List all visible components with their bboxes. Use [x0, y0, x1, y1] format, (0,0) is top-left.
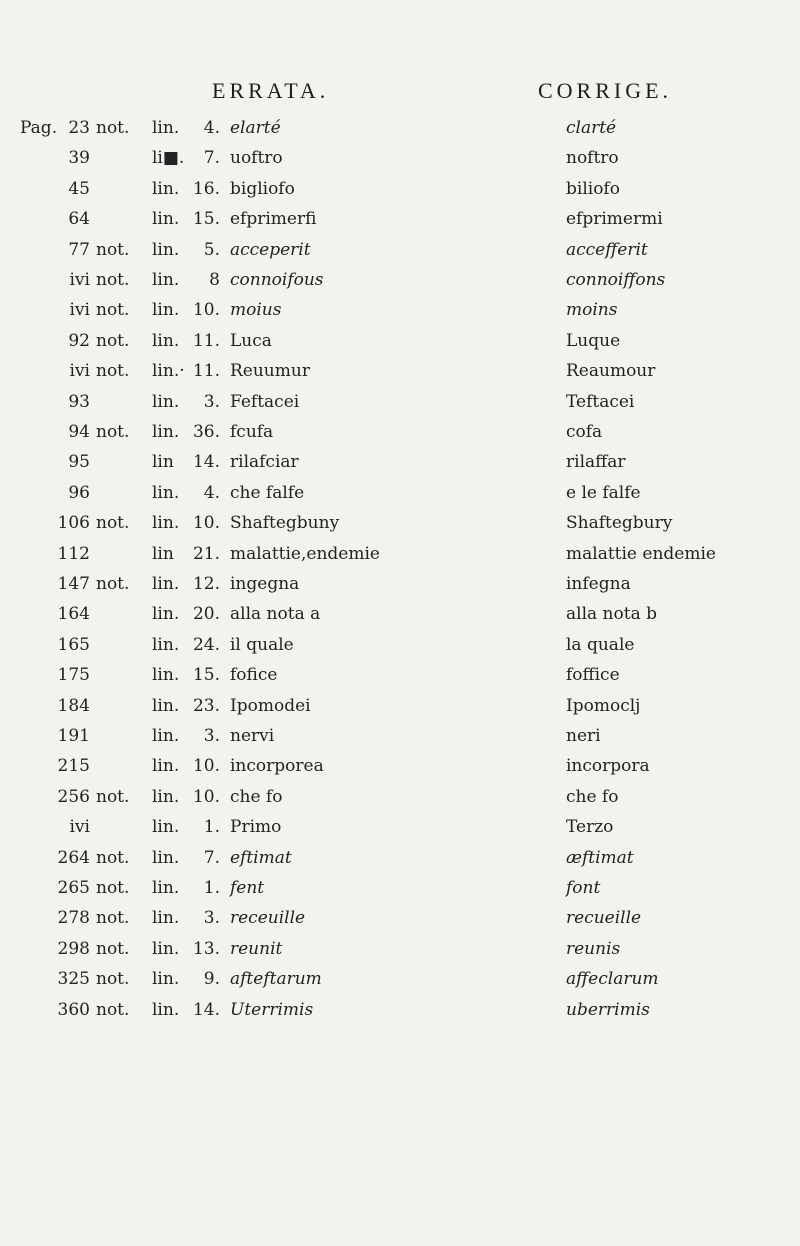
- line-number: 10.: [192, 786, 220, 807]
- errata-row: [0, 361, 800, 391]
- line-marker: lin.: [152, 270, 180, 290]
- errata-row: [0, 969, 800, 999]
- page-number: 264: [57, 847, 90, 868]
- note-marker: not.: [96, 330, 130, 351]
- line-number: 23.: [192, 695, 220, 716]
- errata-row: [0, 331, 800, 361]
- page-number: 215: [57, 756, 90, 777]
- note-marker: not.: [96, 300, 130, 321]
- errata-row: [0, 604, 800, 634]
- line-marker: lin.: [152, 239, 180, 260]
- note-marker: not.: [96, 938, 130, 959]
- correction-text: reunis: [566, 938, 621, 959]
- line-marker: lin.: [152, 300, 180, 321]
- errata-row: [0, 392, 800, 422]
- error-text: il quale: [230, 634, 294, 655]
- error-text: Feftacei: [230, 391, 300, 412]
- errata-heading: ERRATA.: [212, 78, 330, 103]
- correction-text: Terzo: [566, 817, 614, 838]
- error-text: afteftarum: [230, 969, 322, 990]
- correction-text: uberrimis: [566, 999, 650, 1020]
- page-number: ivi: [69, 270, 90, 290]
- line-number: 7.: [203, 148, 220, 169]
- page-number: 278: [57, 908, 90, 929]
- errata-row: [0, 148, 800, 178]
- page-number: 165: [57, 634, 90, 655]
- correction-text: infegna: [566, 574, 631, 594]
- error-text: ingegna: [230, 574, 300, 594]
- page-number: 64: [68, 209, 90, 230]
- correction-text: moins: [566, 300, 618, 321]
- error-text: Ipomodei: [230, 695, 311, 716]
- errata-row: [0, 635, 800, 665]
- line-marker: li■.: [152, 148, 185, 169]
- line-number: 1.: [203, 817, 220, 838]
- note-marker: not.: [96, 361, 130, 382]
- errata-row: [0, 787, 800, 817]
- errata-row: [0, 848, 800, 878]
- error-text: acceperit: [230, 239, 311, 260]
- line-number: 14.: [192, 999, 220, 1020]
- page-number: 92: [68, 330, 90, 351]
- page-number: ivi: [69, 300, 90, 321]
- correction-text: biliofo: [566, 178, 620, 199]
- note-marker: not.: [96, 786, 130, 807]
- line-number: 16.: [192, 178, 220, 199]
- line-number: 3.: [203, 391, 220, 412]
- pag-label: Pag.: [20, 118, 58, 138]
- errata-row: [0, 756, 800, 786]
- line-number: 12.: [192, 574, 220, 594]
- line-marker: lin.: [152, 817, 180, 838]
- line-marker: lin: [152, 543, 174, 564]
- error-text: bigliofo: [230, 178, 295, 199]
- page-number: 265: [57, 878, 90, 898]
- errata-row: [0, 878, 800, 908]
- note-marker: not.: [96, 239, 130, 260]
- error-text: connoifous: [230, 270, 324, 290]
- line-marker: lin.: [152, 908, 180, 929]
- line-marker: lin.: [152, 634, 180, 655]
- error-text: uoftro: [230, 148, 283, 169]
- correction-text: Shaftegbury: [566, 513, 673, 534]
- line-number: 20.: [192, 604, 220, 625]
- line-marker: lin.: [152, 999, 180, 1020]
- line-marker: lin.: [152, 878, 180, 898]
- page-number: 191: [57, 726, 90, 746]
- line-marker: lin.: [152, 118, 180, 138]
- line-number: 4.: [203, 118, 220, 138]
- page-number: ivi: [69, 361, 90, 382]
- line-marker: lin: [152, 452, 174, 473]
- line-number: 4.: [203, 482, 220, 503]
- errata-row: [0, 1000, 800, 1030]
- error-text: nervi: [230, 726, 275, 746]
- correction-text: Teftacei: [566, 391, 635, 412]
- correction-text: Ipomoclj: [566, 695, 641, 716]
- line-marker: lin.: [152, 482, 180, 503]
- line-number: 13.: [192, 938, 220, 959]
- line-marker: lin.: [152, 938, 180, 959]
- correction-text: noftro: [566, 148, 619, 169]
- line-number: 7.: [203, 847, 220, 868]
- note-marker: not.: [96, 118, 130, 138]
- error-text: alla nota a: [230, 604, 321, 625]
- line-marker: lin.: [152, 330, 180, 351]
- page-number: 39: [68, 148, 90, 169]
- line-number: 15.: [192, 209, 220, 230]
- errata-row: [0, 726, 800, 756]
- line-number: 24.: [192, 634, 220, 655]
- correction-text: neri: [566, 726, 601, 746]
- error-text: fent: [230, 878, 265, 898]
- page-number: 298: [57, 938, 90, 959]
- errata-row: [0, 483, 800, 513]
- error-text: fofice: [230, 665, 278, 686]
- line-marker: lin.: [152, 847, 180, 868]
- errata-row: [0, 300, 800, 330]
- error-text: efprimerfi: [230, 209, 317, 230]
- errata-row: [0, 908, 800, 938]
- line-number: 3.: [203, 726, 220, 746]
- correction-text: che fo: [566, 786, 619, 807]
- line-marker: lin.: [152, 665, 180, 686]
- line-number: 15.: [192, 665, 220, 686]
- error-text: elarté: [230, 118, 281, 138]
- error-text: fcufa: [230, 422, 274, 442]
- errata-row: [0, 422, 800, 452]
- line-marker: lin.: [152, 391, 180, 412]
- error-text: reunit: [230, 938, 283, 959]
- line-number: 5.: [203, 239, 220, 260]
- page-number: 45: [68, 178, 90, 199]
- page-number: 256: [57, 786, 90, 807]
- note-marker: not.: [96, 878, 130, 898]
- note-marker: not.: [96, 969, 130, 990]
- error-text: Primo: [230, 817, 282, 838]
- errata-row: [0, 209, 800, 239]
- page-number: 23: [68, 118, 90, 138]
- errata-row: [0, 270, 800, 300]
- line-number: 8: [209, 270, 220, 290]
- note-marker: not.: [96, 513, 130, 534]
- line-marker: lin.: [152, 756, 180, 777]
- error-text: malattie,endemie: [230, 543, 380, 564]
- correction-text: accefferit: [566, 239, 648, 260]
- note-marker: not.: [96, 422, 130, 442]
- line-number: 9.: [203, 969, 220, 990]
- line-number: 11.: [192, 330, 220, 351]
- page-number: 106: [57, 513, 90, 534]
- errata-row: [0, 118, 800, 148]
- line-number: 36.: [192, 422, 220, 442]
- line-number: 3.: [203, 908, 220, 929]
- page-number: 112: [57, 543, 90, 564]
- error-text: rilafciar: [230, 452, 299, 473]
- error-text: eftimat: [230, 847, 292, 868]
- page-number: ivi: [69, 817, 90, 838]
- note-marker: not.: [96, 270, 130, 290]
- line-marker: lin.: [152, 513, 180, 534]
- errata-row: [0, 817, 800, 847]
- correction-text: efprimermi: [566, 209, 663, 230]
- note-marker: not.: [96, 847, 130, 868]
- errata-row: [0, 665, 800, 695]
- line-marker: lin.: [152, 209, 180, 230]
- line-marker: lin.: [152, 422, 180, 442]
- correction-text: foffice: [566, 665, 620, 686]
- note-marker: not.: [96, 574, 130, 594]
- correction-text: clarté: [566, 118, 617, 138]
- error-text: moius: [230, 300, 282, 321]
- error-text: Shaftegbuny: [230, 513, 340, 534]
- note-marker: not.: [96, 908, 130, 929]
- line-number: 10.: [192, 300, 220, 321]
- page-number: 77: [68, 239, 90, 260]
- page-number: 164: [57, 604, 90, 625]
- line-marker: lin.: [152, 695, 180, 716]
- errata-row: [0, 574, 800, 604]
- correction-text: Luque: [566, 330, 621, 351]
- page-number: 184: [57, 695, 90, 716]
- error-text: Uterrimis: [230, 999, 314, 1020]
- errata-row: [0, 452, 800, 482]
- line-number: 10.: [192, 513, 220, 534]
- errata-row: [0, 939, 800, 969]
- page-number: 360: [57, 999, 90, 1020]
- errata-row: [0, 179, 800, 209]
- page-number: 96: [68, 482, 90, 503]
- page-number: 95: [68, 452, 90, 473]
- page-number: 147: [57, 574, 90, 594]
- note-marker: not.: [96, 999, 130, 1020]
- line-marker: lin.: [152, 574, 180, 594]
- correction-text: æftimat: [566, 847, 634, 868]
- correction-text: alla nota b: [566, 604, 657, 625]
- page-number: 94: [68, 422, 90, 442]
- errata-row: [0, 544, 800, 574]
- correction-text: rilaffar: [566, 452, 626, 473]
- line-marker: lin.: [152, 604, 180, 625]
- line-marker: lin.: [152, 786, 180, 807]
- error-text: Luca: [230, 330, 272, 351]
- correction-text: affeclarum: [566, 969, 659, 990]
- error-text: che falfe: [230, 482, 305, 503]
- line-number: 10.: [192, 756, 220, 777]
- correction-text: incorpora: [566, 756, 650, 777]
- line-number: 11.: [192, 361, 220, 382]
- error-text: receuille: [230, 908, 306, 929]
- correction-text: connoiffons: [566, 270, 666, 290]
- correction-text: la quale: [566, 634, 635, 655]
- page-number: 93: [68, 391, 90, 412]
- error-text: che fo: [230, 786, 283, 807]
- error-text: Reuumur: [230, 361, 310, 382]
- line-marker: lin.: [152, 178, 180, 199]
- errata-row: [0, 513, 800, 543]
- correction-text: e le falfe: [566, 482, 641, 503]
- page-number: 175: [57, 665, 90, 686]
- line-marker: lin.: [152, 969, 180, 990]
- line-number: 21.: [192, 543, 220, 564]
- errata-row: [0, 696, 800, 726]
- line-number: 14.: [192, 452, 220, 473]
- line-marker: lin.: [152, 726, 180, 746]
- correction-text: recueille: [566, 908, 642, 929]
- page-number: 325: [57, 969, 90, 990]
- correction-text: cofa: [566, 422, 603, 442]
- errata-row: [0, 240, 800, 270]
- line-number: 1.: [203, 878, 220, 898]
- correction-text: font: [566, 878, 601, 898]
- correction-text: Reaumour: [566, 361, 656, 382]
- correction-text: malattie endemie: [566, 543, 716, 564]
- line-marker: lin.·: [152, 361, 185, 382]
- error-text: incorporea: [230, 756, 324, 777]
- corrige-heading: CORRIGE.: [538, 78, 673, 103]
